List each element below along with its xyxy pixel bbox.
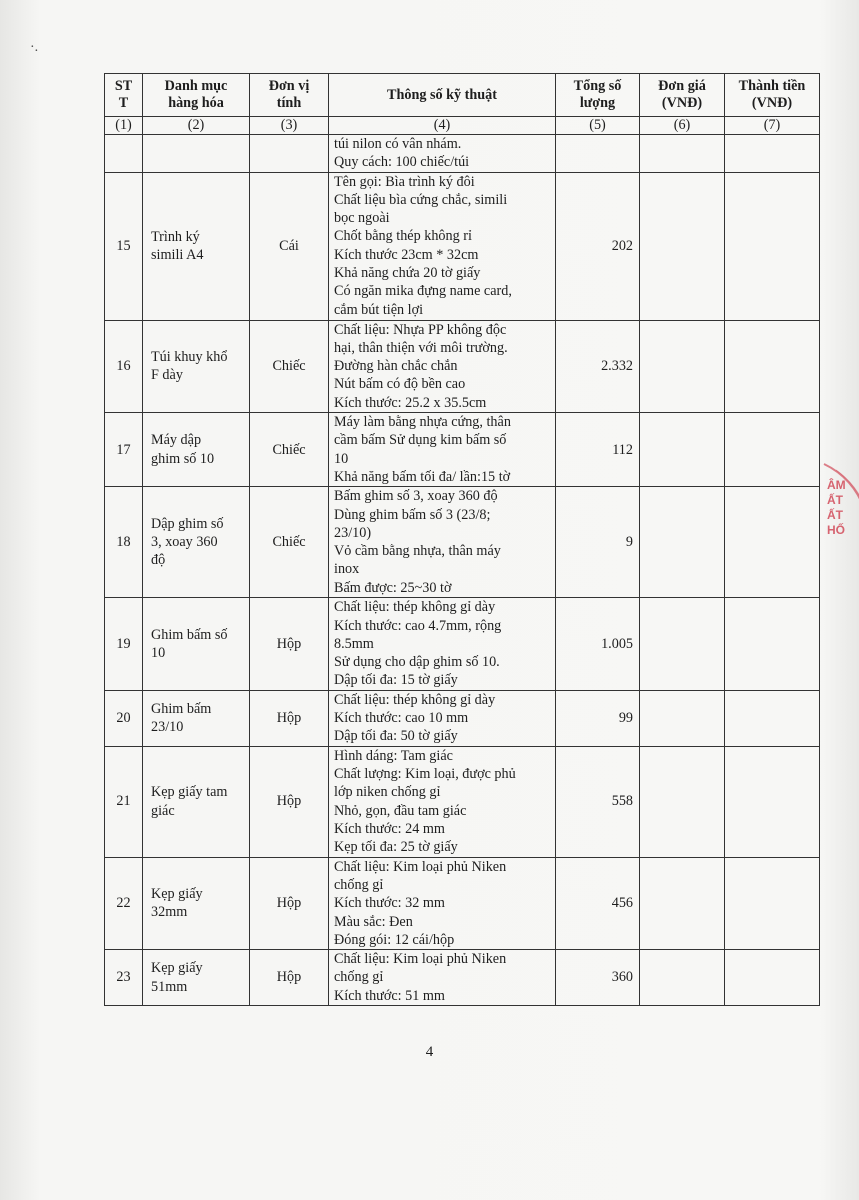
column-number: (1) xyxy=(105,117,143,135)
spec-line: Kích thước: 32 mm xyxy=(334,895,445,912)
stt-cell xyxy=(105,950,143,1006)
spec-cell xyxy=(329,320,556,412)
line-total-cell xyxy=(725,413,820,487)
column-number: (6) xyxy=(640,117,725,135)
quantity-cell xyxy=(556,690,640,746)
stt-cell-text: 19 xyxy=(116,635,131,652)
line-total-cell xyxy=(725,320,820,412)
table-row xyxy=(105,320,820,412)
item-name-cell-text: 3, xoay 360 xyxy=(151,534,218,551)
stamp-text-line: ẤT xyxy=(827,508,843,522)
table-row xyxy=(105,857,820,949)
spec-line: chống gỉ xyxy=(334,969,384,986)
header-total: Thành tiền (VNĐ) xyxy=(725,74,820,117)
table-body xyxy=(105,135,820,1006)
spec-line: Chất liệu: Kim loại phủ Niken xyxy=(334,858,507,875)
table-row xyxy=(105,950,820,1006)
quantity-cell xyxy=(556,598,640,690)
spec-line: inox xyxy=(334,561,360,578)
spec-line: Quy cách: 100 chiếc/túi xyxy=(334,154,470,171)
item-name-cell-text: độ xyxy=(151,552,166,569)
unit-price-cell xyxy=(640,690,725,746)
item-name-cell-text: 10 xyxy=(151,645,166,661)
spec-line: Bấm ghim số 3, xoay 360 độ xyxy=(334,488,498,505)
quantity-cell xyxy=(556,320,640,412)
quantity-cell xyxy=(556,857,640,949)
unit-cell-text: Hộp xyxy=(276,895,302,912)
header-unit: Đơn vị tính xyxy=(250,74,329,117)
item-name-cell xyxy=(143,172,250,320)
stamp-text-line: ẤT xyxy=(827,493,843,507)
unit-price-cell xyxy=(640,857,725,949)
spec-line: Máy làm bằng nhựa cứng, thân xyxy=(334,414,511,431)
spec-cell xyxy=(329,413,556,487)
item-name-cell-text: Dập ghim số xyxy=(151,515,224,532)
column-number: (7) xyxy=(725,117,820,135)
stt-cell xyxy=(105,690,143,746)
quantity-cell xyxy=(556,487,640,598)
spec-line: Chất lượng: Kim loại, được phủ xyxy=(334,765,516,782)
unit-price-cell xyxy=(640,172,725,320)
spec-line: Vỏ cầm bằng nhựa, thân máy xyxy=(334,543,501,560)
quantity-cell-text: 2.332 xyxy=(601,358,633,375)
stt-cell-text: 22 xyxy=(116,895,131,912)
stt-cell-text: 23 xyxy=(116,969,131,986)
line-total-cell xyxy=(725,172,820,320)
spec-cell xyxy=(329,135,556,173)
table-row xyxy=(105,413,820,487)
spec-line: Nhỏ, gọn, đầu tam giác xyxy=(334,802,467,819)
stt-cell-text: 18 xyxy=(116,534,131,551)
spec-line: chống gỉ xyxy=(334,876,384,893)
unit-cell-text: Hộp xyxy=(276,710,302,727)
quantity-cell xyxy=(556,746,640,857)
unit-cell xyxy=(250,135,329,173)
unit-cell xyxy=(250,598,329,690)
item-name-cell-text: Trình ký xyxy=(151,228,200,245)
unit-cell xyxy=(250,950,329,1006)
item-name-cell xyxy=(143,413,250,487)
stamp-text-line: HỐ xyxy=(827,523,845,537)
stt-cell xyxy=(105,857,143,949)
spec-line: Tên gọi: Bìa trình ký đôi xyxy=(334,173,475,190)
spec-line: Khả năng bấm tối đa/ lần:15 tờ xyxy=(334,468,511,485)
header-price: Đơn giá (VNĐ) xyxy=(640,74,725,117)
table-row xyxy=(105,690,820,746)
header-name: Danh mục hàng hóa xyxy=(143,74,250,117)
line-total-cell xyxy=(725,950,820,1006)
quantity-cell-text: 112 xyxy=(612,441,633,458)
stt-cell-text: 17 xyxy=(116,441,131,458)
spec-line: hại, thân thiện với môi trường. xyxy=(334,339,508,356)
spec-line: Kích thước: 51 mm xyxy=(334,987,445,1004)
unit-price-cell xyxy=(640,598,725,690)
page-number: 4 xyxy=(425,1044,434,1060)
spec-cell xyxy=(329,487,556,598)
unit-cell-text: Cái xyxy=(279,237,299,254)
goods-table xyxy=(104,73,820,1006)
table-row xyxy=(105,172,820,320)
quantity-cell-text: 360 xyxy=(611,969,633,986)
spec-line: cắm bút tiện lợi xyxy=(334,301,424,318)
quantity-cell-text: 558 xyxy=(611,793,633,810)
column-number: (2) xyxy=(143,117,250,135)
table-row xyxy=(105,746,820,857)
spec-line: Chất liệu: Kim loại phủ Niken xyxy=(334,951,507,968)
item-name-cell xyxy=(143,135,250,173)
column-number: (5) xyxy=(556,117,640,135)
item-name-cell-text: Kẹp giấy xyxy=(151,886,203,903)
spec-line: Bấm được: 25~30 tờ xyxy=(334,579,452,596)
unit-cell-text: Hộp xyxy=(276,793,302,810)
column-number: (3) xyxy=(250,117,329,135)
line-total-cell xyxy=(725,487,820,598)
quantity-cell xyxy=(556,950,640,1006)
spec-line: Chốt bằng thép không rỉ xyxy=(334,228,472,245)
header-spec: Thông số kỹ thuật xyxy=(329,74,556,117)
spec-line: Hình dáng: Tam giác xyxy=(334,747,453,764)
stt-cell xyxy=(105,598,143,690)
stt-cell xyxy=(105,320,143,412)
unit-cell xyxy=(250,320,329,412)
spec-cell xyxy=(329,690,556,746)
spec-cell xyxy=(329,598,556,690)
item-name-cell-text: ghim số 10 xyxy=(151,450,215,467)
spec-line: bọc ngoài xyxy=(334,210,390,227)
quantity-cell-text: 99 xyxy=(618,710,633,727)
unit-cell xyxy=(250,487,329,598)
spec-line: lớp niken chống gỉ xyxy=(334,784,441,801)
spec-line: Dập tối đa: 15 tờ giấy xyxy=(334,672,458,689)
unit-cell xyxy=(250,857,329,949)
quantity-cell-text: 202 xyxy=(611,237,633,254)
unit-cell-text: Hộp xyxy=(276,969,302,986)
stt-cell xyxy=(105,413,143,487)
spec-line: Đường hàn chắc chắn xyxy=(334,358,458,375)
spec-line: Chất liệu bìa cứng chắc, simili xyxy=(334,191,508,208)
quantity-cell xyxy=(556,135,640,173)
spec-line: Kích thước: cao 4.7mm, rộng xyxy=(334,617,502,634)
stt-cell xyxy=(105,135,143,173)
header-stt: ST T xyxy=(105,74,143,117)
unit-price-cell xyxy=(640,746,725,857)
item-name-cell xyxy=(143,746,250,857)
column-number-row xyxy=(105,117,820,135)
spec-line: Dùng ghim bấm số 3 (23/8; xyxy=(334,506,491,523)
unit-cell xyxy=(250,746,329,857)
item-name-cell xyxy=(143,598,250,690)
stt-cell xyxy=(105,172,143,320)
spec-line: Có ngăn mika đựng name card, xyxy=(334,283,512,300)
stamp-text-line: ÂM xyxy=(827,478,846,492)
spec-line: Màu sắc: Đen xyxy=(334,913,413,930)
quantity-cell xyxy=(556,413,640,487)
item-name-cell-text: F dày xyxy=(151,367,183,384)
spec-line: Kẹp tối đa: 25 tờ giấy xyxy=(334,839,458,856)
item-name-cell-text: Ghim bấm số xyxy=(151,626,228,643)
item-name-cell xyxy=(143,487,250,598)
quantity-cell xyxy=(556,172,640,320)
stt-cell-text: 21 xyxy=(116,793,131,810)
stt-cell-text: 15 xyxy=(116,237,131,254)
spec-cell xyxy=(329,950,556,1006)
item-name-cell-text: 23/10 xyxy=(151,719,184,736)
spec-line: Kích thước: 25.2 x 35.5cm xyxy=(334,394,487,411)
spec-line: Sử dụng cho dập ghim số 10. xyxy=(334,654,500,671)
table-row xyxy=(105,135,820,173)
quantity-cell-text: 456 xyxy=(611,895,633,912)
unit-price-cell xyxy=(640,413,725,487)
spec-line: Chất liệu: Nhựa PP không độc xyxy=(334,321,507,338)
line-total-cell xyxy=(725,746,820,857)
spec-line: Kích thước 23cm * 32cm xyxy=(334,246,479,263)
spec-line: 8.5mm xyxy=(334,635,374,652)
item-name-cell-text: giác xyxy=(151,802,175,819)
item-name-cell-text: Túi khuy khổ xyxy=(151,349,228,366)
unit-cell-text: Chiếc xyxy=(272,534,306,551)
table-row xyxy=(105,598,820,690)
spec-cell xyxy=(329,172,556,320)
header-row xyxy=(105,74,820,117)
spec-line: Kích thước: cao 10 mm xyxy=(334,710,469,727)
stt-cell-text: 20 xyxy=(116,710,131,727)
unit-cell-text: Hộp xyxy=(276,635,302,652)
spec-line: Dập tối đa: 50 tờ giấy xyxy=(334,728,458,745)
unit-cell xyxy=(250,172,329,320)
unit-cell xyxy=(250,690,329,746)
spec-line: Đóng gói: 12 cái/hộp xyxy=(334,931,455,948)
spec-cell xyxy=(329,746,556,857)
unit-cell xyxy=(250,413,329,487)
unit-price-cell xyxy=(640,135,725,173)
stamp-fragment-text xyxy=(827,478,859,538)
unit-price-cell xyxy=(640,950,725,1006)
spec-line: 23/10) xyxy=(334,524,372,541)
stt-cell xyxy=(105,746,143,857)
table-row xyxy=(105,487,820,598)
stt-cell-text: 16 xyxy=(116,358,131,375)
spec-line: cầm bấm Sử dụng kim bấm số xyxy=(334,432,507,449)
spec-line: Chất liệu: thép không gỉ dày xyxy=(334,691,496,708)
line-total-cell xyxy=(725,690,820,746)
spec-line: Chất liệu: thép không gỉ dày xyxy=(334,599,496,616)
item-name-cell xyxy=(143,950,250,1006)
item-name-cell-text: Ghim bấm xyxy=(151,700,212,717)
item-name-cell-text: simili A4 xyxy=(151,247,204,264)
unit-cell-text: Chiếc xyxy=(272,441,306,458)
quantity-cell-text: 1.005 xyxy=(601,635,633,652)
item-name-cell-text: Kẹp giấy xyxy=(151,960,203,977)
header-qty: Tổng số lượng xyxy=(556,74,640,117)
spec-line: 10 xyxy=(334,450,349,467)
column-number: (4) xyxy=(329,117,556,135)
line-total-cell xyxy=(725,135,820,173)
line-total-cell xyxy=(725,598,820,690)
item-name-cell xyxy=(143,320,250,412)
unit-price-cell xyxy=(640,320,725,412)
item-name-cell-text: 51mm xyxy=(151,978,188,995)
stt-cell xyxy=(105,487,143,598)
item-name-cell-text: Máy dập xyxy=(151,432,202,449)
unit-price-cell xyxy=(640,487,725,598)
spec-line: Kích thước: 24 mm xyxy=(334,820,445,837)
item-name-cell xyxy=(143,690,250,746)
item-name-cell-text: Kẹp giấy tam xyxy=(151,784,228,801)
item-name-cell-text: 32mm xyxy=(151,904,188,921)
item-name-cell xyxy=(143,857,250,949)
spec-line: túi nilon có vân nhám. xyxy=(334,136,462,152)
spec-line: Khả năng chứa 20 tờ giấy xyxy=(334,265,481,282)
quantity-cell-text: 9 xyxy=(625,534,633,551)
line-total-cell xyxy=(725,857,820,949)
scan-marks: ·. xyxy=(30,40,39,55)
spec-cell xyxy=(329,857,556,949)
unit-cell-text: Chiếc xyxy=(272,358,306,375)
spec-line: Nút bấm có độ bền cao xyxy=(334,376,466,393)
